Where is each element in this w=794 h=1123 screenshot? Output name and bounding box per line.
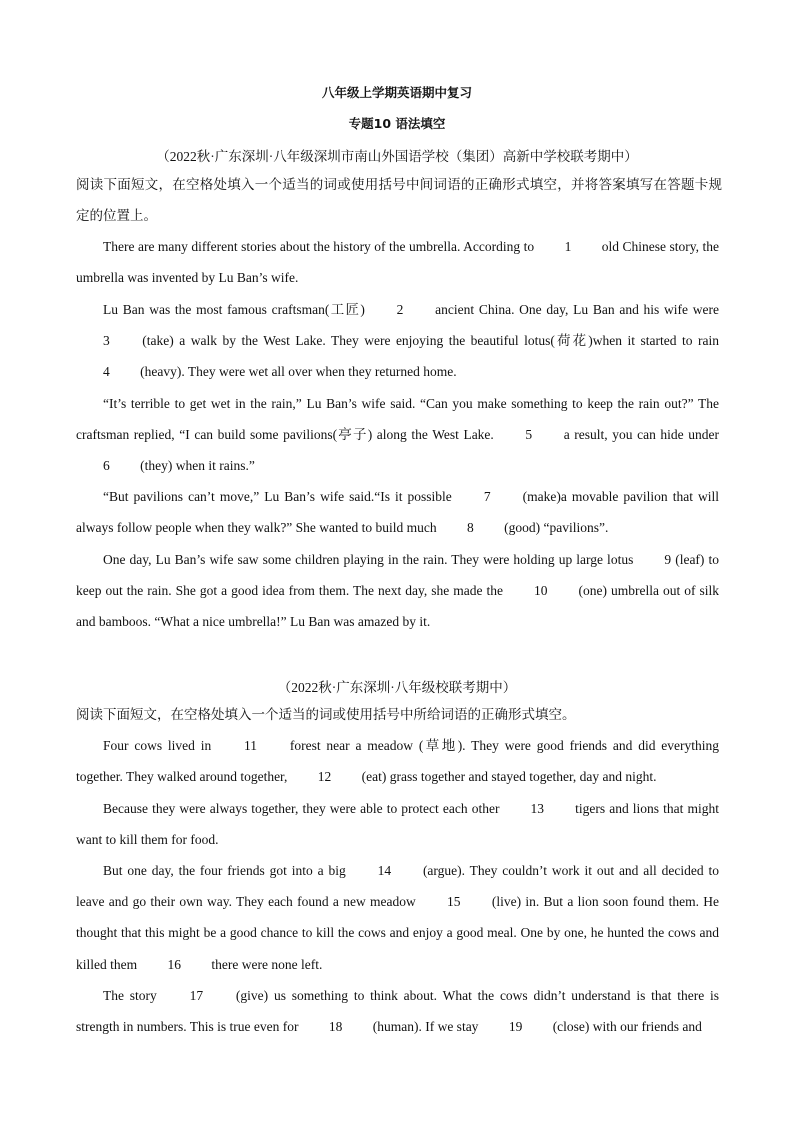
answer-blank-7[interactable]: 7	[483, 489, 491, 504]
section1-paragraph-3	[76, 388, 719, 482]
text: (human). If we stay	[369, 1019, 482, 1035]
text: (one) umbrella out of silk and bamboos. “What a nice umbrella!” Lu Ban was amazed by it.	[76, 583, 719, 630]
answer-blank-17[interactable]: 17	[189, 988, 204, 1003]
section1-paragraph-2	[76, 294, 719, 388]
text: But one day, the four friends got into a big	[103, 863, 351, 878]
section1-source: （2022秋·广东深圳·八年级深圳市南山外国语学校（集团）高新中学校联考期中）	[156, 149, 638, 164]
text: (close) with our friends and	[549, 1019, 702, 1035]
text: (eat) grass together and stayed together, day and night.	[358, 769, 657, 785]
section1-paragraph-4	[76, 481, 719, 543]
answer-blank-9[interactable]: 9	[664, 552, 672, 567]
section2-instruction: 阅读下面短文，在空格处填入一个适当的词或使用括号中所给词语的正确形式填空。	[76, 707, 576, 722]
answer-blank-12[interactable]: 12	[317, 769, 332, 785]
answer-blank-8[interactable]: 8	[467, 520, 474, 536]
answer-blank-3[interactable]: 3	[103, 333, 110, 349]
text: (heavy). They were wet all over when they returned home.	[136, 364, 457, 380]
text: (take) a walk by the West Lake. They were enjoying the beautiful lotus(荷花)when it started to rain	[136, 333, 719, 349]
answer-blank-4[interactable]: 4	[103, 364, 110, 380]
answer-blank-13[interactable]: 13	[530, 801, 545, 816]
answer-blank-1[interactable]: 1	[564, 239, 572, 254]
answer-blank-16[interactable]: 16	[167, 956, 181, 972]
section2-paragraph-3	[76, 855, 719, 980]
text: The story	[103, 988, 163, 1003]
answer-blank-11[interactable]: 11	[244, 738, 258, 753]
text: old Chinese story, the umbrella was invented by Lu Ban’s wife.	[76, 239, 719, 286]
text: there were none left.	[208, 956, 323, 972]
answer-blank-2[interactable]: 2	[396, 302, 404, 317]
answer-blank-6[interactable]: 6	[103, 458, 110, 474]
text: (argue). They couldn’t work it out and all decided to leave and go their own way. They each found a new meadow	[76, 863, 719, 910]
topic-subtitle: 专题10 语法填空	[348, 116, 446, 131]
section2-paragraph-2	[76, 793, 719, 855]
answer-blank-19[interactable]: 19	[508, 1019, 523, 1035]
section1-paragraph-1	[76, 231, 719, 293]
section1-paragraph-5	[76, 544, 719, 638]
answer-blank-5[interactable]: 5	[525, 427, 533, 443]
text: “It’s terrible to get wet in the rain,” Lu Ban’s wife said. “Can you make something to keep the rain out?” The craftsman replied, “I can build some pavilions(亭子) along the West Lake.	[76, 396, 719, 443]
answer-blank-10[interactable]: 10	[534, 583, 548, 599]
text: Because they were always together, they were able to protect each other	[103, 801, 504, 816]
section2-source: （2022秋·广东深圳·八年级校联考期中）	[277, 680, 517, 695]
text: “But pavilions can’t move,” Lu Ban’s wife said.“Is it possible	[103, 489, 457, 504]
answer-blank-15[interactable]: 15	[447, 894, 461, 910]
text: ancient China. One day, Lu Ban and his wife were	[430, 302, 719, 317]
answer-blank-18[interactable]: 18	[328, 1019, 343, 1035]
text: (they) when it rains.”	[136, 458, 255, 474]
text: One day, Lu Ban’s wife saw some children playing in the rain. They were holding up large lotus	[103, 552, 638, 567]
section2-paragraph-4	[76, 980, 719, 1042]
text: Lu Ban was the most famous craftsman(工匠)	[103, 302, 370, 317]
document-title: 八年级上学期英语期中复习	[321, 85, 472, 100]
section1-instruction: 阅读下面短文，在空格处填入一个适当的词或使用括号中间词语的正确形式填空，并将答案填写在答题卡规定的位置上。	[76, 177, 722, 223]
answer-blank-14[interactable]: 14	[377, 863, 392, 878]
text: (leaf) to keep out the rain. She got a good idea from them. The next day, she made the	[76, 552, 719, 599]
text: (give) us something to think about. What the cows didn’t understand is that there is strength in numbers. This is true even for	[76, 988, 719, 1035]
text: There are many different stories about the history of the umbrella. According to	[103, 239, 538, 254]
text: forest near a meadow (草地). They were good friends and did everything together. They walked around together,	[76, 738, 720, 785]
text: tigers and lions that might want to kill them for food.	[76, 801, 719, 848]
section2-paragraph-1	[76, 730, 719, 792]
text: (make)a movable pavilion that will always follow people when they walk?” She wanted to build much	[76, 489, 719, 536]
text: a result, you can hide under	[559, 427, 719, 443]
text: (live) in. But a lion soon found them. He thought that this might be a good chance to kill the cows and enjoy a good meal. One by one, he hunted the cows and killed them	[76, 894, 719, 972]
text: Four cows lived in	[103, 738, 218, 753]
text: (good) “pavilions”.	[500, 520, 609, 536]
